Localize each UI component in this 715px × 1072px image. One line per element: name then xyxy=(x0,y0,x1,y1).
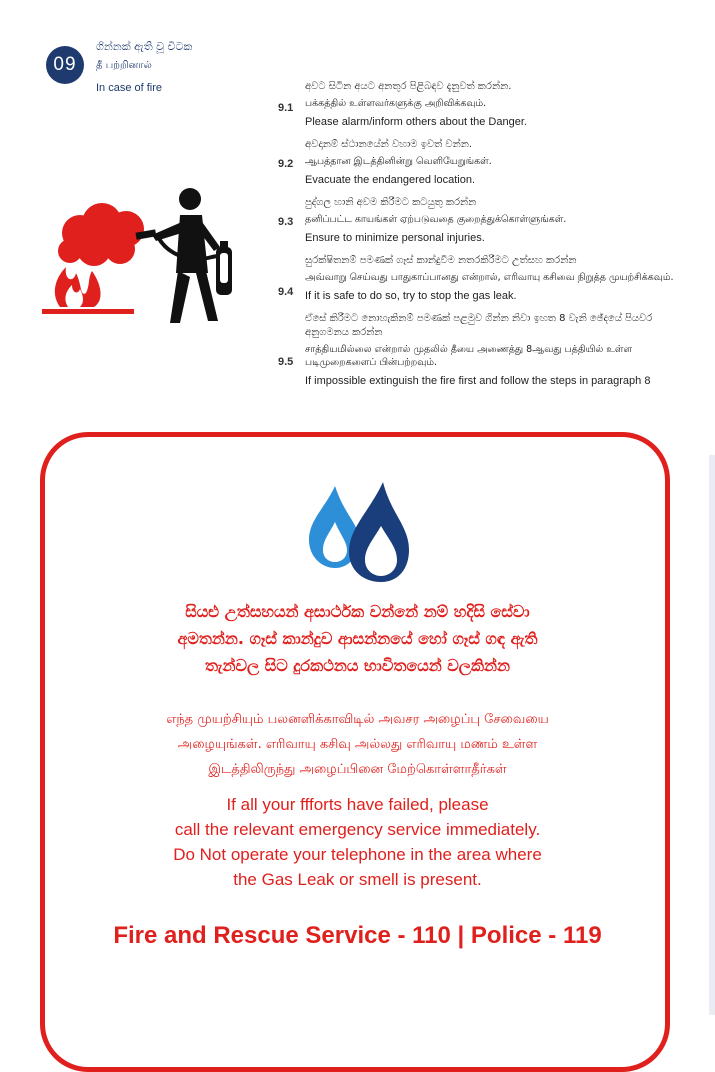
heading-english: In case of fire xyxy=(96,82,163,94)
step-text-english: Ensure to minimize personal injuries. xyxy=(305,232,485,244)
step-text-english: Please alarm/inform others about the Danger. xyxy=(305,116,527,128)
step-text-tamil: பக்கத்தில் உள்ளவர்களுக்கு அறிவிக்கவும். xyxy=(305,98,487,109)
notice-sinhala-line: අමතන්න. ගෑස් කාන්දුව ආසන්නයේ හෝ ගෑස් ගඳ ඇති xyxy=(177,629,538,648)
step-number: 9.4 xyxy=(278,286,294,298)
step-text-english: Evacuate the endangered location. xyxy=(305,174,476,186)
step-text-english: If it is safe to do so, try to stop the gas leak. xyxy=(305,290,517,302)
emergency-hotlines xyxy=(40,922,675,950)
notice-tamil-line: எந்த முயற்சியும் பலனளிக்காவிடில் அவசர அழைப்பு சேவையை xyxy=(166,712,549,727)
section-heading xyxy=(96,40,192,94)
step-text-sinhala: පුද්ගල හානි අවම කිරීමට කටයුතු කරන්න xyxy=(305,197,477,208)
step-item xyxy=(278,254,698,303)
notice-tamil-line: இடத்திலிருந்து அழைப்பினை மேற்கொள்ளாதீர்கள் xyxy=(208,762,507,777)
notice-tamil-line: அழையுங்கள். எரிவாயு கசிவு அல்லது எரிவாயு மணம் உள்ள xyxy=(177,737,538,752)
section-number-badge xyxy=(46,46,84,84)
step-item xyxy=(278,138,698,187)
step-item xyxy=(278,312,698,388)
step-text-tamil: சாத்தியமில்லை என்றால் முதலில் தீயை அணைத்து 8ஆவது பத்தியில் உள்ள படிமுறைகளைப் பின்பற்றவும். xyxy=(305,344,633,368)
step-item xyxy=(278,196,698,245)
heading-tamil: தீ பற்றினால் xyxy=(96,60,152,71)
page-edge-strip xyxy=(709,455,715,1015)
notice-sinhala xyxy=(60,598,655,679)
person-using-fire-extinguisher-icon xyxy=(40,185,260,325)
fire-rescue-hotline: Fire and Rescue Service - 110 xyxy=(113,922,451,949)
step-text-english: If impossible extinguish the fire first and follow the steps in paragraph 8 xyxy=(305,375,651,387)
step-item xyxy=(278,80,698,129)
step-text-tamil: அவ்வாறு செய்வது பாதுகாப்பானது என்றால், எரிவாயு கசிவை நிறுத்த முயற்சிக்கவும். xyxy=(305,272,674,283)
step-text-tamil: தனிப்பட்ட காயங்கள் ஏற்படுவதை குறைத்துக்கொள்ளுங்கள். xyxy=(305,214,567,225)
section-number: 09 xyxy=(53,54,77,75)
notice-english-line: If all your ffforts have failed, please xyxy=(226,795,489,814)
notice-tamil xyxy=(60,707,655,782)
step-number: 9.3 xyxy=(278,216,294,228)
hotline-separator: | xyxy=(457,922,465,949)
step-number: 9.2 xyxy=(278,158,294,170)
step-text-tamil: ஆபத்தான இடத்தினின்று வெளியேறுங்கள். xyxy=(305,156,492,167)
notice-english-line: Do Not operate your telephone in the area where xyxy=(173,845,542,864)
step-text-sinhala: අවට සිටින අයට අනතුර පිළිබඳව දැනුවත් කරන්න. xyxy=(305,81,512,92)
step-text-sinhala: සුරක්ෂිතනම් පමණක් ගෑස් කාන්දුවීම නතරකිරීමට උත්සහ කරන්න xyxy=(305,255,577,266)
notice-english-line: call the relevant emergency service immediately. xyxy=(174,820,541,839)
notice-sinhala-line: සියළු උත්සහයන් අසාර්ථක වන්නේ නම් හදිසි සේවා xyxy=(185,602,530,621)
step-text-sinhala: අවදානම් ස්ථානයේන් වහාම ඉවත් වන්න. xyxy=(305,139,473,150)
notice-sinhala-line: තැන්වල සිට දුරකථනය භාවිතයෙන් වලකින්න xyxy=(205,656,510,675)
notice-english xyxy=(60,792,655,892)
step-number: 9.1 xyxy=(278,102,294,114)
step-number: 9.5 xyxy=(278,356,294,368)
gas-flame-drops-logo xyxy=(305,478,410,583)
fire-steps-list xyxy=(278,80,698,397)
heading-sinhala: ගින්නක් ඇති වූ විටක xyxy=(96,40,193,53)
notice-english-line: the Gas Leak or smell is present. xyxy=(233,870,482,889)
step-text-sinhala: ඒසේ කිරීමට නොහැකිනම් පමණක් පළමුව ගින්න නිවා ඉහත 8 වැනි ඡේදයේ පියවර අනුගමනය කරන්න xyxy=(305,313,653,338)
police-hotline: Police - 119 xyxy=(470,922,602,949)
